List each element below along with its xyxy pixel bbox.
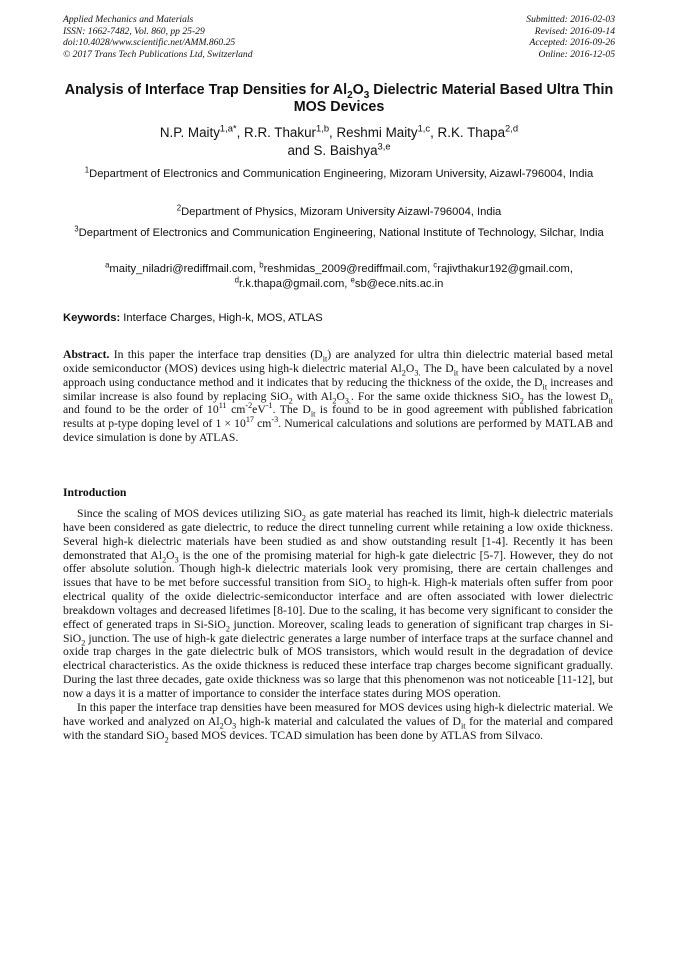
keywords-line (63, 312, 323, 324)
journal-issn: ISSN: 1662-7482, Vol. 860, pp 25-29 (63, 25, 205, 37)
date-submitted: Submitted: 2016-02-03 (526, 14, 615, 25)
author-list: N.P. Maity$^{1,a*}$, R.R. Thakur$^{1,b}$, Reshmi Maity$^{1,c}$, R.K. Thapa$^{2,d}$ and S. Baishya$^{3,e}$ (159, 123, 519, 158)
paper-title: Analysis of Interface Trap Densities for $Al_2O_3$ Dielectric Material Based Ultra Thin MOS Devices (64, 82, 614, 115)
keywords-text: Interface Charges, High-k, MOS, ATLAS (120, 312, 323, 324)
date-online: Online: 2016-12-05 (538, 48, 615, 60)
affiliation-1: $^1$Department of Electronics and Communication Engineering, Mizoram University, Aizawl-796004, India (84, 165, 594, 180)
abstract-paragraph: Abstract. In this paper the interface trap densities $(D_{it})$ are analyzed for ultra thin dielectric material based metal oxide semiconductor (MOS) devices using high-k dielectric material $Al_2O_{3.}$ The $D_{it}$ have been calculated by a novel approach using conductance method and it indicates that by reducing the thickness of the oxide, the $D_{it}$ increases and similar increase is also found by replacing SiO$_2$ with $Al_2O_{3.}$. For the same oxide thickness SiO$_2$ has the lowest $D_{it}$ and found to be the order of $10^{11}$ $cm^{-2}eV^{-1}$. The $D_{it}$ is found to be in good agreement with published fabrication results at p-type doping level of $1 \times 10^{17}$ $cm^{-3}$. Numerical calculations and solutions are performed by MATLAB and device simulation is done by ATLAS. (63, 348, 614, 445)
affiliation-2: $^2$Department of Physics, Mizoram University Aizawl-796004, India (176, 203, 502, 218)
journal-header (63, 14, 253, 60)
affiliation-3: $^3$Department of Electronics and Communication Engineering, National Institute of Technology, Silchar, India (74, 224, 604, 239)
journal-doi: doi:10.4028/www.scientific.net/AMM.860.25 (63, 37, 236, 48)
author-emails: $^a$maity_niladri@rediffmail.com, $^b$reshmidas_2009@rediffmail.com, $^c$rajivthakur192@gmail.com, $^d$r.k.thapa@gmail.com, $^e$sb@ece.nits.ac.in (105, 260, 573, 290)
date-revised: Revised: 2016-09-14 (534, 25, 615, 37)
introduction-body (63, 507, 613, 742)
section-heading-introduction: Introduction (63, 486, 127, 499)
dates-header (526, 14, 615, 60)
journal-copyright: © 2017 Trans Tech Publications Ltd, Switzerland (63, 48, 253, 60)
keywords-label: Keywords: (63, 312, 121, 324)
journal-name: Applied Mechanics and Materials (63, 14, 194, 25)
date-accepted: Accepted: 2016-09-26 (529, 37, 615, 48)
intro-paragraph-1: Since the scaling of MOS devices utilizing SiO$_2$ as gate material has reached its limit, high-k dielectric materials have been considered as gate dielectric, to reduce the direct tunneling current while retaining a low oxide thickness. Several high-k dielectric materials have been studied as and show outstanding result [1-4]. Recently it has been demonstrated that $Al_2O_3$ is the one of the promising material for high-k gate dielectric [5-7]. However, they do not offer absolute solution. Though high-k dielectric materials look very promising, there are certain challenges and issues that have to be met before successful transition from SiO$_2$ to high-k. High-k materials often suffer from poor electrical quality of the oxide dielectric-semiconductor interface and are often associated with lower dielectric breakdown voltages and decreased lifetimes [8-10]. Due to the scaling, it has become very significant to consider the effect of generated traps in Si-SiO$_2$ junction. Moreover, scaling leads to generation of significant trap charges in Si-SiO$_2$ junction. The use of high-k gate dielectric generates a large number of interface traps at the surface channel and oxide trap charges in the gate dielectric bulk of MOS transistors, which would result in the degradation of device electrical characteristics. As the oxide thickness is reduced these interface trap charges become significant gradually. During the last three decades, gate oxide thickness was so large that this phenomenon was not noticeable [11-12], but now a days it is a matter of importance to consider the interface states during MOS operation. (63, 507, 614, 700)
intro-paragraph-2: In this paper the interface trap densities have been measured for MOS devices using high-k dielectric material. We have worked and analyzed on $Al_2O_3$ high-k material and calculated the values of $D_{it}$ for the material and compared with the standard SiO$_2$ based MOS devices. TCAD simulation has been done by ATLAS from Silvaco. (63, 700, 613, 744)
